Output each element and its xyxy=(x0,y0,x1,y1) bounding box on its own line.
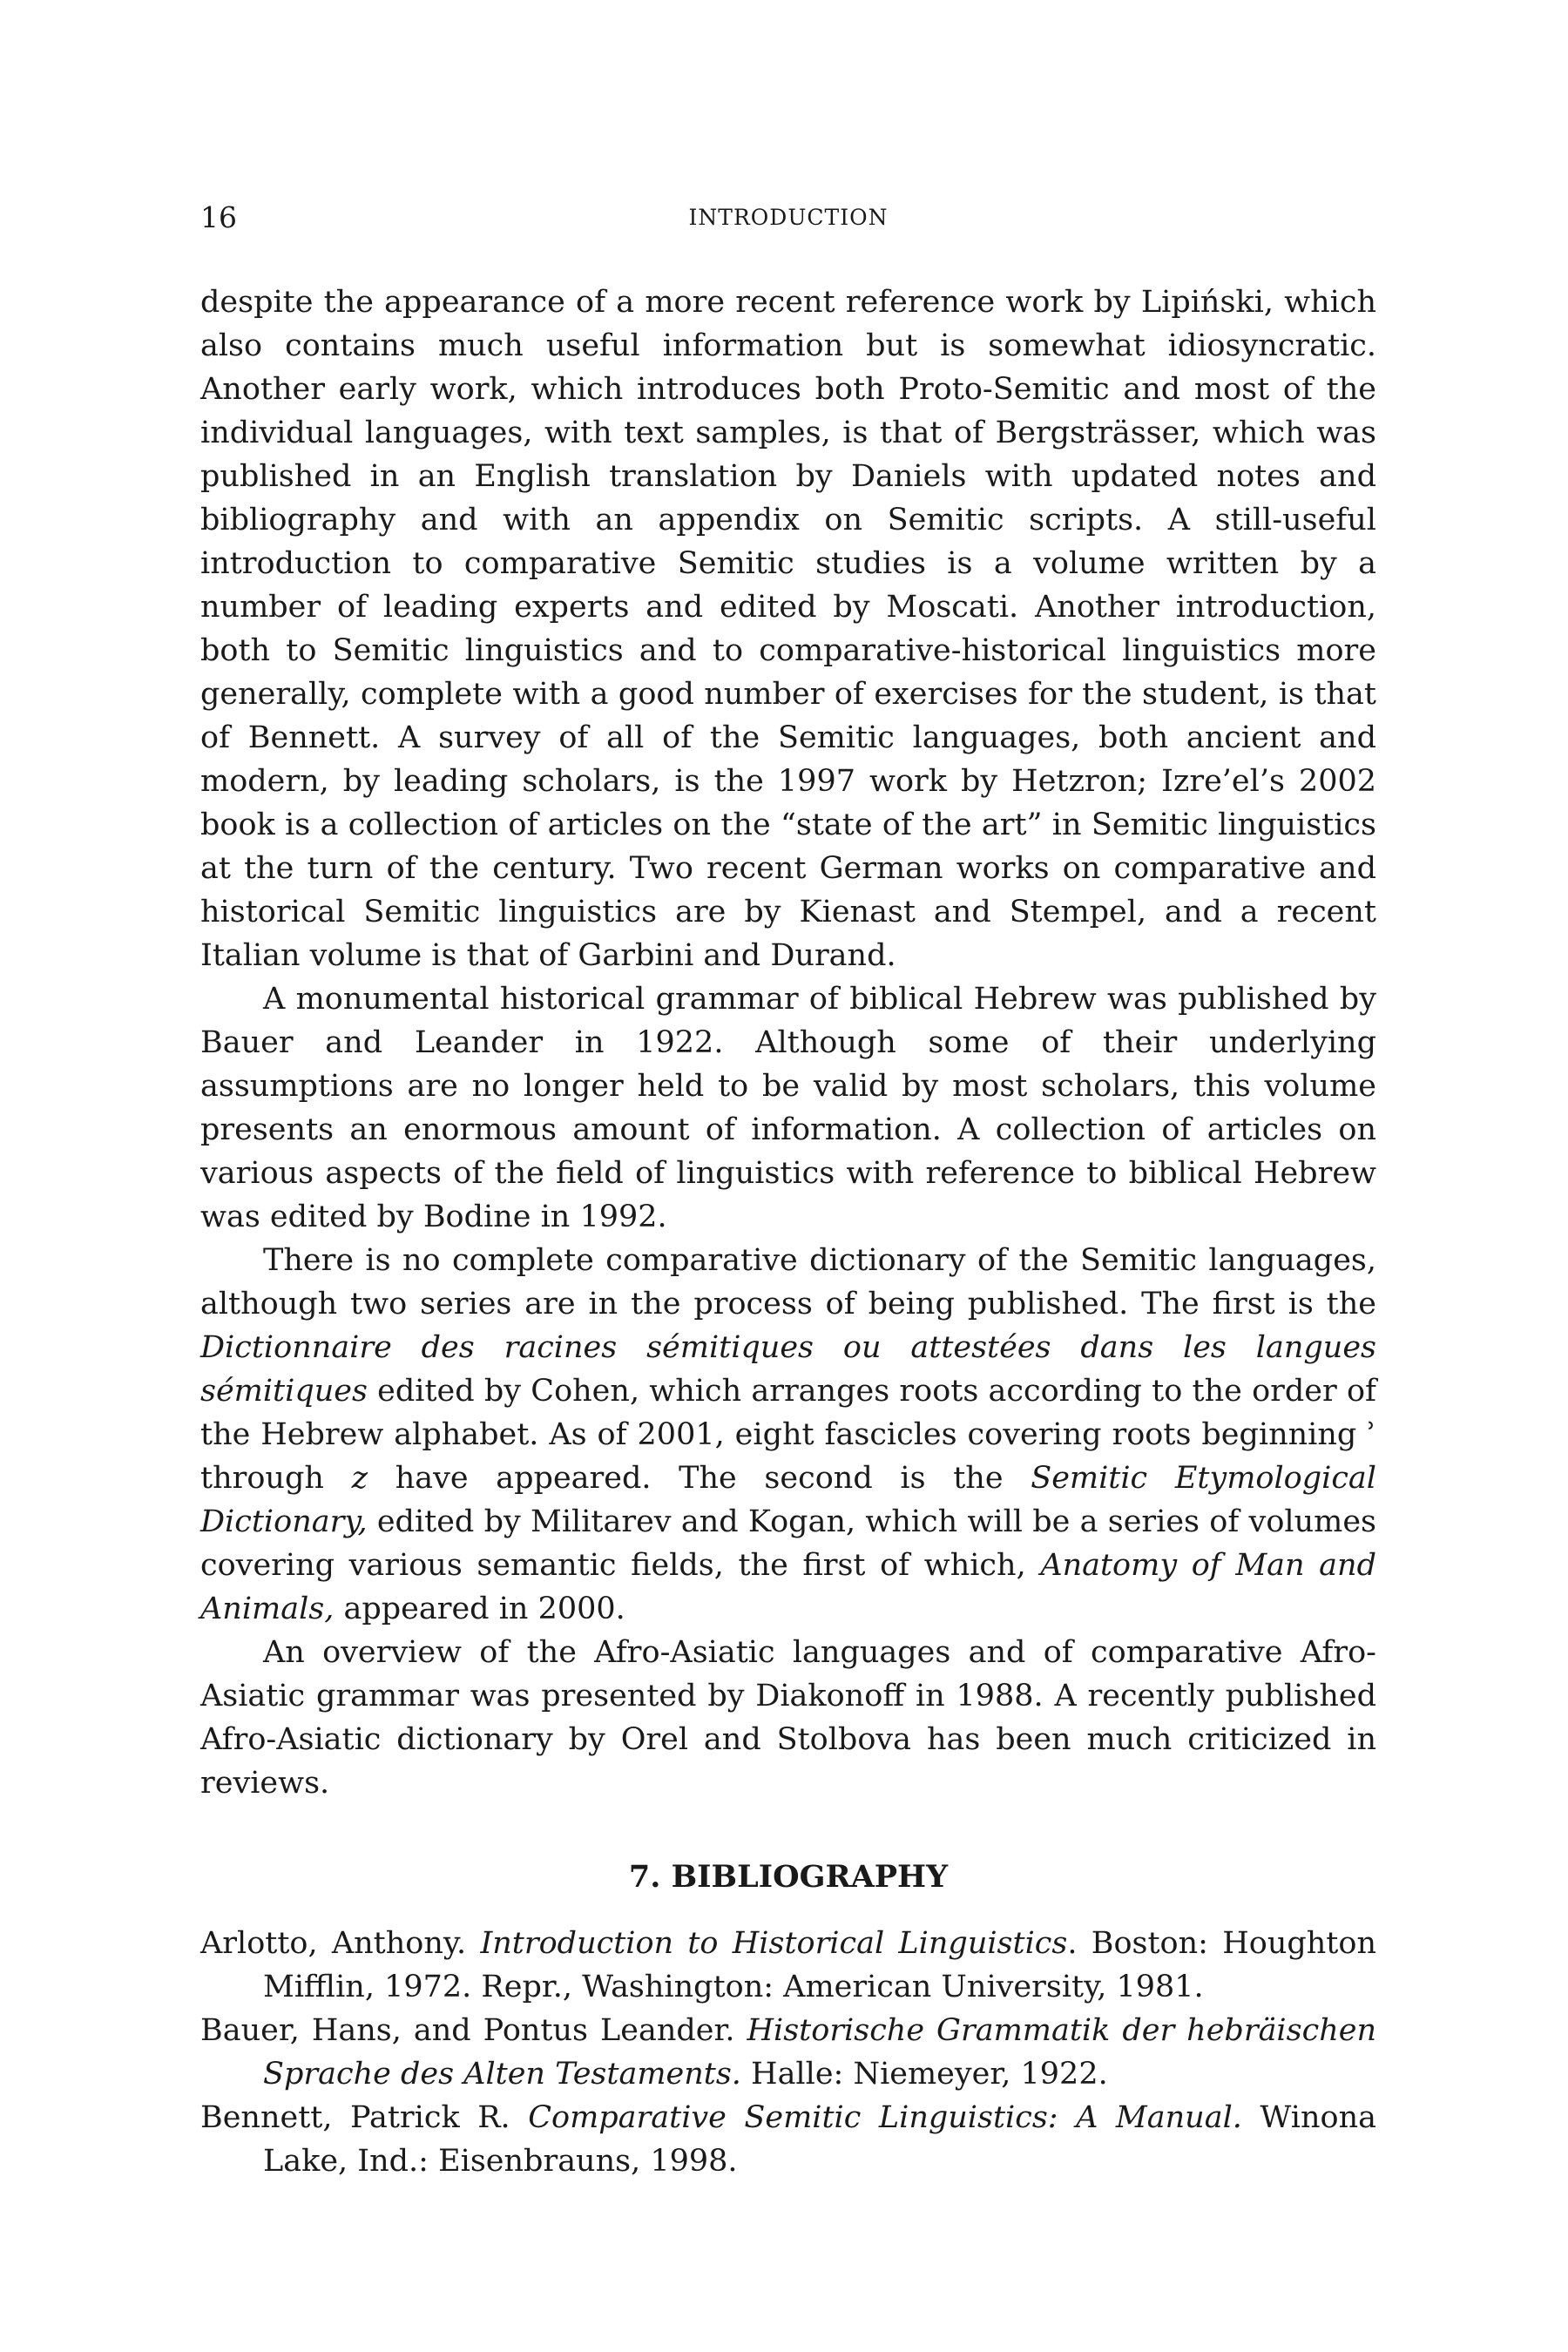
ref-publication: Winona Lake, Ind.: Eisenbrauns, 1998. xyxy=(263,2100,1377,2179)
ref-title: Comparative Semitic Linguistics: A Manual. xyxy=(528,2100,1242,2135)
paragraph-3-text: edited by Cohen, which arranges roots according to the order of the Hebrew alphabet. As of 2001, eight fascicles covering roots beginning ʾ through xyxy=(200,1374,1376,1496)
body-text xyxy=(200,280,1376,2183)
ref-publication: . Boston: Houghton Mifflin, 1972. Repr., Washington: American University, 1981. xyxy=(263,1926,1376,2004)
etymological-dictionary-title: Semitic Etymological Dictionary, xyxy=(200,1461,1376,1539)
running-head: INTRODUCTION xyxy=(688,205,889,230)
paragraph-3 xyxy=(200,1239,1376,1631)
ref-title: Historische Grammatik der hebräischen Sprache des Alten Testaments. xyxy=(263,2013,1376,2092)
page-header xyxy=(200,193,1376,242)
bibliography-entry xyxy=(200,2096,1376,2183)
ref-author: Arlotto, Anthony. xyxy=(200,1926,481,1961)
paragraph-4: An overview of the Afro-Asiatic languages and of comparative Afro-Asiatic grammar was presented by Diakonoff in 1988. A recently published Afro-Asiatic dictionary by Orel and Stolbova has been much criticized in reviews. xyxy=(200,1635,1376,1801)
dictionnaire-title: Dictionnaire des racines sémitiques ou attestées dans les langues sémitiques xyxy=(200,1330,1376,1409)
letter-z: z xyxy=(351,1461,368,1496)
paragraph-3-text: edited by Militarev and Kogan, which will be a series of volumes covering various semantic fields, the first of which, xyxy=(200,1504,1376,1583)
paragraph-3-text: appeared in 2000. xyxy=(334,1592,625,1626)
paragraph-1: despite the appearance of a more recent reference work by Lipiński, which also contains much useful information but is somewhat idiosyncratic. Another early work, which introduces both Proto-Semitic and most of the individual languages, with text samples, is that of Bergsträsser, which was published in an English translation by Daniels with updated notes and bibliography and with an appendix on Semitic scripts. A still-useful introduction to comparative Semitic studies is a volume written by a number of leading experts and edited by Moscati. Another introduction, both to Semitic linguistics and to comparative-historical linguistics more generally, complete with a good number of exercises for the student, is that of Bennett. A survey of all of the Semitic languages, both ancient and modern, by leading scholars, is the 1997 work by Hetzron; Izre’el’s 2002 book is a collection of articles on the “state of the art” in Semitic linguistics at the turn of the century. Two recent German works on comparative and historical Semitic linguistics are by Kienast and Stempel, and a recent Italian volume is that of Garbini and Durand. xyxy=(200,285,1376,973)
ref-author: Bennett, Patrick R. xyxy=(200,2100,529,2135)
section-heading: 7. BIBLIOGRAPHY xyxy=(628,1859,949,1895)
paragraph-3-text: There is no complete comparative dictionary of the Semitic languages, although two series are in the process of being published. The first is the xyxy=(200,1243,1376,1321)
anatomy-title: Anatomy of Man and Animals, xyxy=(200,1548,1376,1626)
paragraph-2: A monumental historical grammar of biblical Hebrew was published by Bauer and Leander in 1922. Although some of their underlying assumptions are no longer held to be valid by most scholars, this volume presents an enormous amount of information. A collection of articles on various aspects of the field of linguistics with reference to biblical Hebrew was edited by Bodine in 1992. xyxy=(200,982,1376,1234)
paragraph-3-text: have appeared. The second is the xyxy=(368,1461,1031,1496)
ref-author: Bauer, Hans, and Pontus Leander. xyxy=(200,2013,747,2048)
ref-title: Introduction to Historical Linguistics xyxy=(480,1926,1068,1961)
bibliography-entry xyxy=(200,2009,1376,2096)
ref-publication: Halle: Niemeyer, 1922. xyxy=(740,2057,1108,2092)
bibliography-entry xyxy=(200,1922,1376,2009)
page-number: 16 xyxy=(200,200,237,234)
